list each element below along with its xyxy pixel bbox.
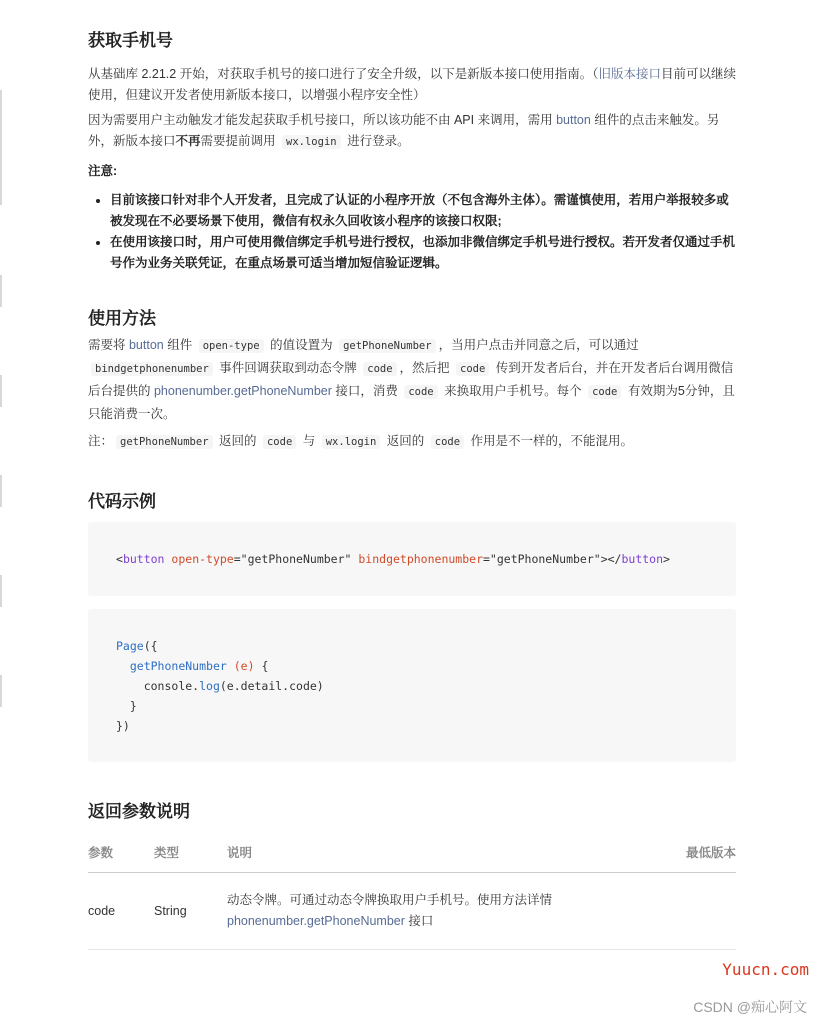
text: 目前可以继续使用，但建议开发者使用新版本接口，以增强小程序安全性） <box>88 67 736 102</box>
inline-code: code <box>363 362 396 376</box>
code-lines <box>88 609 736 736</box>
edge-marker <box>0 90 2 205</box>
token: button <box>122 552 165 566</box>
section-title-params: 返回参数说明 <box>88 802 190 821</box>
token: ="getPhoneNumber" <box>483 552 601 566</box>
token: open-type <box>171 552 234 566</box>
text: 的值设置为 <box>266 338 337 352</box>
param-version <box>656 873 736 950</box>
text: 接口 <box>404 914 434 928</box>
token: ="getPhoneNumber" <box>233 552 352 566</box>
usage-block <box>88 334 736 453</box>
text: 需要将 <box>88 338 129 352</box>
text: 传到开发者后台，并在开发者后台调用微信后台提供的 <box>88 361 734 398</box>
inline-code: code <box>404 385 437 399</box>
inline-code: getPhoneNumber <box>116 435 213 449</box>
text: ，然后把 <box>399 361 454 375</box>
col-header: 说明 <box>227 832 656 873</box>
edge-marker <box>0 375 2 407</box>
token: getPhoneNumber <box>129 659 227 673</box>
token: }) <box>116 719 130 733</box>
col-header: 类型 <box>154 832 227 873</box>
text: 事件回调获取到动态令牌 <box>215 361 361 375</box>
text: ，当用户点击并同意之后，可以通过 <box>438 338 639 352</box>
text: 进行登录。 <box>343 134 410 148</box>
text: 有效期为5分钟，且只能消费一次。 <box>88 384 735 421</box>
token: < <box>116 552 123 566</box>
phonenumber-api-link[interactable]: phonenumber.getPhoneNumber <box>153 384 332 398</box>
phonenumber-api-link[interactable]: phonenumber.getPhoneNumber <box>227 914 405 928</box>
text: 来换取用户手机号。每个 <box>440 384 586 398</box>
table-header-row <box>88 832 736 873</box>
note-label: 注意: <box>88 164 118 178</box>
text: 与 <box>299 434 319 448</box>
intro-block <box>88 64 736 274</box>
token: ></ <box>600 552 622 566</box>
text: 因为需要用户主动触发才能发起获取手机号接口，所以该功能不由 API 来调用，需用 <box>88 113 557 127</box>
site-watermark: Yuucn.com <box>722 960 809 979</box>
author-watermark: CSDN @痴心阿文 <box>693 999 807 1015</box>
param-type: String <box>154 873 227 950</box>
token: { <box>254 659 269 673</box>
token: bindgetphonenumber <box>358 552 483 566</box>
col-header: 最低版本 <box>656 832 736 873</box>
intro-paragraph-2 <box>88 110 736 153</box>
params-table <box>88 832 736 950</box>
inline-code: code <box>431 435 464 449</box>
emphasis: 不再 <box>175 134 201 148</box>
token: (e.detail.code) <box>219 679 324 693</box>
token: > <box>663 552 670 566</box>
text: 组件 <box>163 338 196 352</box>
edge-marker <box>0 575 2 607</box>
table-row <box>88 873 736 950</box>
note-item: • 在使用该接口时，用户可使用微信绑定手机号进行授权，也添加非微信绑定手机号进行授权。若开发者仅通过手机号作为业务关联凭证，在重点场景可适当增加短信验证逻辑。 <box>110 232 736 274</box>
params-table-wrap <box>88 832 736 950</box>
edge-marker <box>0 475 2 507</box>
token: Page <box>116 639 144 653</box>
text: 从基础库 2.21.2 开始，对获取手机号的接口进行了安全升级，以下是新版本接口使用指南。（ <box>88 67 599 81</box>
inline-code: wx.login <box>322 435 381 449</box>
code-block-wxml <box>88 522 736 596</box>
usage-note <box>88 431 736 453</box>
section-title-usage: 使用方法 <box>88 309 156 328</box>
section-title-get-phone: 获取手机号 <box>88 31 173 50</box>
section-title-example: 代码示例 <box>88 492 156 511</box>
button-component-link[interactable]: button <box>556 113 591 127</box>
text: 返回的 <box>383 434 428 448</box>
inline-code: bindgetphonenumber <box>91 362 213 376</box>
text: 作用是不一样的，不能混用。 <box>467 434 634 448</box>
inline-code: getPhoneNumber <box>339 339 436 353</box>
text: 注： <box>88 434 114 448</box>
code-block-js <box>88 609 736 762</box>
note-item: • 目前该接口针对非个人开发者，且完成了认证的小程序开放（不包含海外主体）。需谨慎使用，若用户举报较多或被发现在不必要场景下使用，微信有权永久回收该小程序的该接口权限; <box>110 190 736 232</box>
usage-paragraph <box>88 334 736 425</box>
token: (e) <box>233 659 255 673</box>
inline-code: code <box>456 362 489 376</box>
inline-code: wx.login <box>282 135 341 149</box>
inline-code: code <box>263 435 296 449</box>
legacy-api-link[interactable]: 旧版本接口 <box>598 67 661 81</box>
text: 接口，消费 <box>331 384 402 398</box>
text: 动态令牌。可通过动态令牌换取用户手机号。使用方法详情 <box>227 893 553 907</box>
edge-marker <box>0 675 2 707</box>
inline-code: code <box>588 385 621 399</box>
token: console. <box>143 679 200 693</box>
col-header: 参数 <box>88 832 154 873</box>
button-component-link[interactable]: button <box>128 338 164 352</box>
code-line <box>88 522 736 569</box>
intro-paragraph-1 <box>88 64 736 106</box>
note-list <box>88 190 736 274</box>
token: } <box>129 699 137 713</box>
token: log <box>199 679 220 693</box>
text: 组件的点击来触发。另外，新版本接口 <box>88 113 720 148</box>
token: ({ <box>143 639 158 653</box>
inline-code: open-type <box>199 339 264 353</box>
param-desc <box>227 873 656 950</box>
edge-marker <box>0 275 2 307</box>
text: 返回的 <box>215 434 260 448</box>
token: button <box>621 552 664 566</box>
text: 需要提前调用 <box>200 134 280 148</box>
param-name: code <box>88 873 154 950</box>
